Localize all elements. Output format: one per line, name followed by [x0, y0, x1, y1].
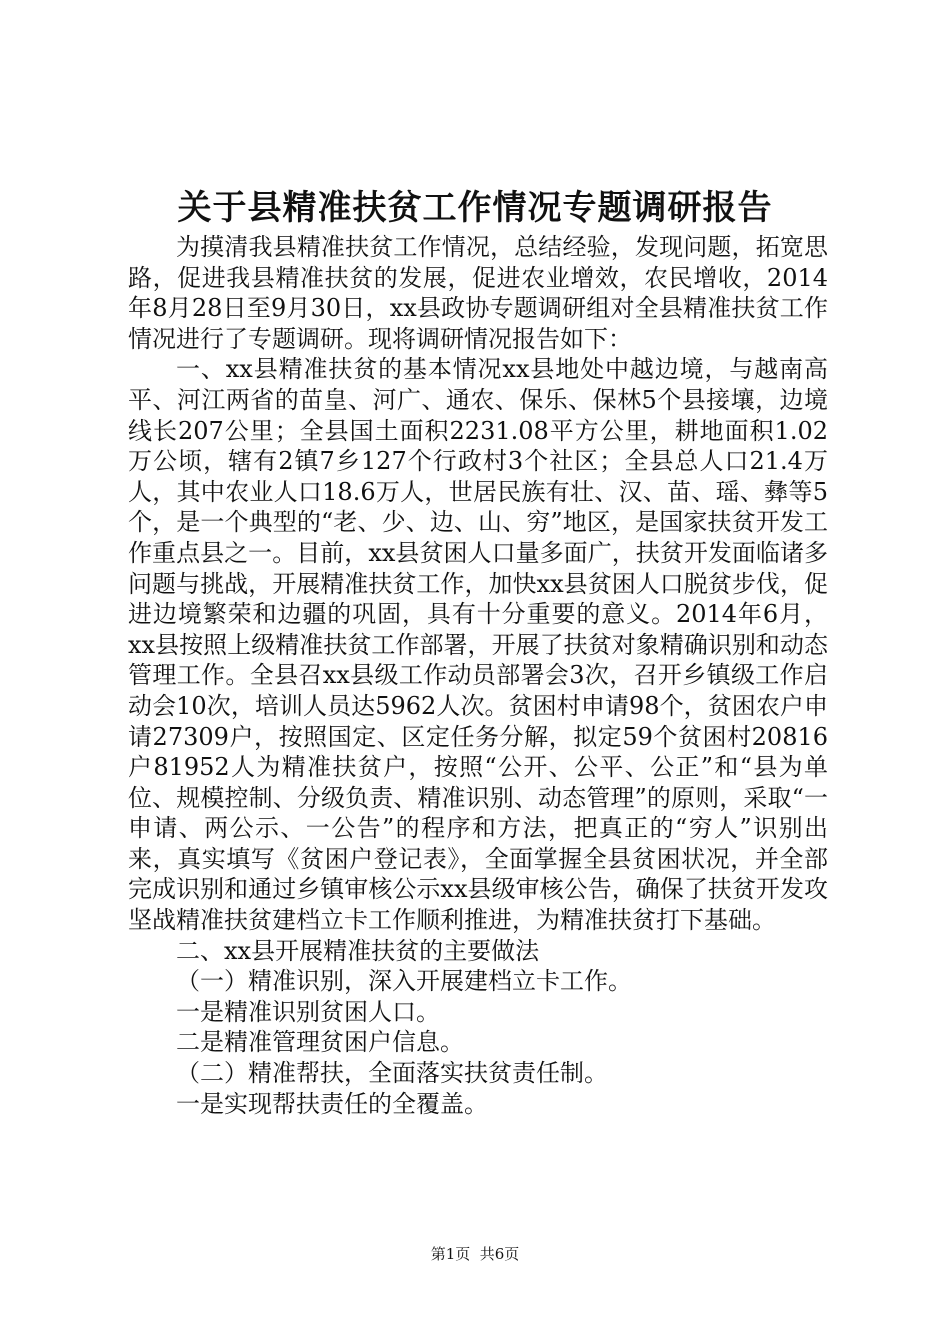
- document-body: [128, 232, 828, 1119]
- list-item: 一是实现帮扶责任的全覆盖。: [176, 1089, 488, 1118]
- paragraph-section-one: 一、xx县精准扶贫的基本情况xx县地处中越边境，与越南高平、河江两省的苗皇、河广、通农、保乐、保林5个县接壤，边境线长207公里；全县国土面积2231.08平方公里，耕地面积1.02万公顷，辖有2镇7乡127个行政村3个社区；全县总人口21.4万人，其中农业人口18.6万人，世居民族有壮、汉、苗、瑶、彝等5个，是一个典型的“老、少、边、山、穷”地区，是国家扶贫开发工作重点县之一。目前，xx县贫困人口量多面广，扶贫开发面临诸多问题与挑战，开展精准扶贫工作，加快xx县贫困人口脱贫步伐，促进边境繁荣和边疆的巩固，具有十分重要的意义。2014年6月，xx县按照上级精准扶贫工作部署，开展了扶贫对象精确识别和动态管理工作。全县召xx县级工作动员部署会3次，召开乡镇级工作启动会10次，培训人员达5962人次。贫困村申请98个，贫困农户申请27309户，按照国定、区定任务分解，拟定59个贫困村20816户81952人为精准扶贫户，按照“公开、公平、公正”和“县为单位、规模控制、分级负责、精准识别、动态管理”的原则，采取“一申请、两公示、一公告”的程序和方法，把真正的“穷人”识别出来，真实填写《贫困户登记表》，全面掌握全县贫困状况，并全部完成识别和通过乡镇审核公示xx县级审核公告，确保了扶贫开发攻坚战精准扶贫建档立卡工作顺利推进，为精准扶贫打下基础。: [128, 355, 828, 935]
- heading-section-two: 二、xx县开展精准扶贫的主要做法: [176, 936, 540, 965]
- subheading-accurate-identification: （一）精准识别，深入开展建档立卡工作。: [176, 967, 632, 996]
- list-item: 二是精准管理贫困户信息。: [176, 1028, 464, 1057]
- paragraph-intro: 为摸清我县精准扶贫工作情况，总结经验，发现问题，拓宽思路，促进我县精准扶贫的发展，促进农业增效，农民增收，2014年8月28日至9月30日，xx县政协专题调研组对全县精准扶贫工作情况进行了专题调研。现将调研情况报告如下：: [128, 233, 828, 353]
- document-title: 关于县精准扶贫工作情况专题调研报告: [177, 188, 773, 228]
- subheading-accurate-assistance: （二）精准帮扶，全面落实扶贫责任制。: [176, 1059, 608, 1088]
- list-item: 一是精准识别贫困人口。: [176, 997, 440, 1026]
- page-number-footer: 第1页 共6页: [430, 1245, 520, 1263]
